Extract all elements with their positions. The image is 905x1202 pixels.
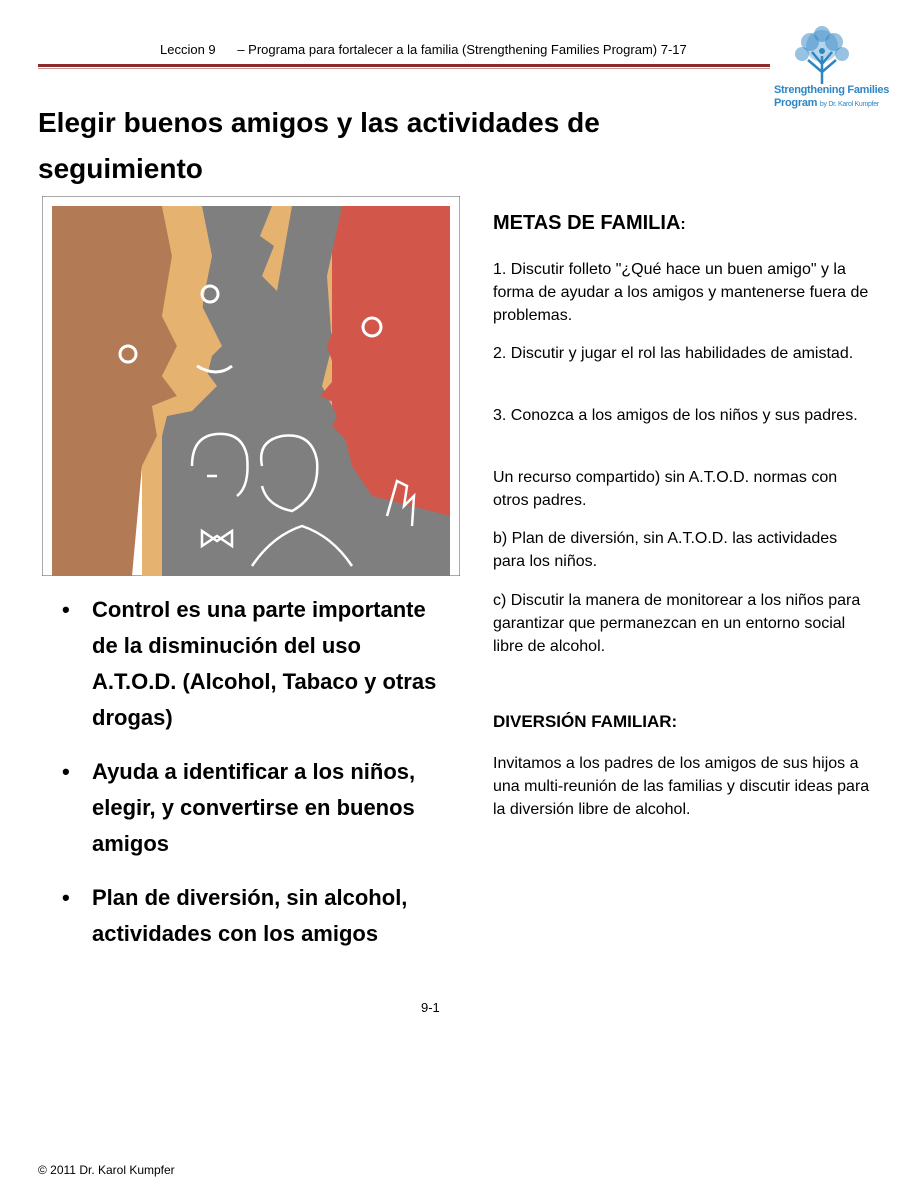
header-divider	[38, 64, 770, 67]
header-text: Leccion 9 – Programa para fortalecer a la familia (Strengthening Families Program) 7-17	[160, 42, 687, 57]
family-fun-text: Invitamos a los padres de los amigos de sus hijos a una multi-reunión de las familias y discutir ideas para la diversión libre de alcohol.	[493, 755, 870, 818]
family-fun-heading: DIVERSIÓN FAMILIAR:	[493, 712, 678, 731]
header-divider-thin	[38, 68, 770, 69]
bullet-text: Control es una parte importante de la disminución del uso A.T.O.D. (Alcohol, Tabaco y otras drogas)	[92, 597, 437, 730]
page-title: Elegir buenos amigos y las actividades de seguimiento	[38, 107, 600, 184]
bullet-dot-icon: •	[62, 759, 70, 784]
friends-illustration	[42, 196, 460, 576]
goal-item-6: c) Discutir la manera de monitorear a los niños para garantizar que permanezcan en un entorno social libre de alcohol.	[493, 592, 861, 655]
bullet-text: Plan de diversión, sin alcohol, actividades con los amigos	[92, 885, 408, 946]
bullet-item	[60, 592, 450, 736]
bullet-text: Ayuda a identificar a los niños, elegir, y convertirse en buenos amigos	[92, 759, 416, 856]
logo-text-line1: Strengthening Families	[774, 84, 890, 96]
bullet-item	[60, 754, 450, 862]
slide-number: 9-1	[421, 1000, 440, 1015]
goal-item-3: 3. Conozca a los amigos de los niños y sus padres.	[493, 407, 858, 424]
goal-item-4: Un recurso compartido) sin A.T.O.D. normas con otros padres.	[493, 469, 838, 509]
goals-heading	[493, 212, 686, 235]
copyright-footer: © 2011 Dr. Karol Kumpfer	[38, 1163, 175, 1177]
bullet-list	[60, 592, 450, 970]
logo-byline: by Dr. Karol Kumpfer	[819, 101, 879, 108]
logo-program: Program	[774, 97, 818, 109]
bullet-dot-icon: •	[62, 597, 70, 622]
bullet-dot-icon: •	[62, 885, 70, 910]
bullet-item	[60, 880, 450, 952]
goal-item-5: b) Plan de diversión, sin A.T.O.D. las actividades para los niños.	[493, 530, 838, 570]
goal-item-2: 2. Discutir y jugar el rol las habilidades de amistad.	[493, 345, 854, 362]
goals-heading-text: METAS DE FAMILIA	[493, 212, 681, 234]
goals-heading-colon: :	[680, 216, 686, 233]
goal-item-1: 1. Discutir folleto "¿Qué hace un buen amigo" y la forma de ayudar a los amigos y mantenerse fuera de problemas.	[493, 261, 869, 324]
logo-text-line2	[774, 97, 879, 109]
